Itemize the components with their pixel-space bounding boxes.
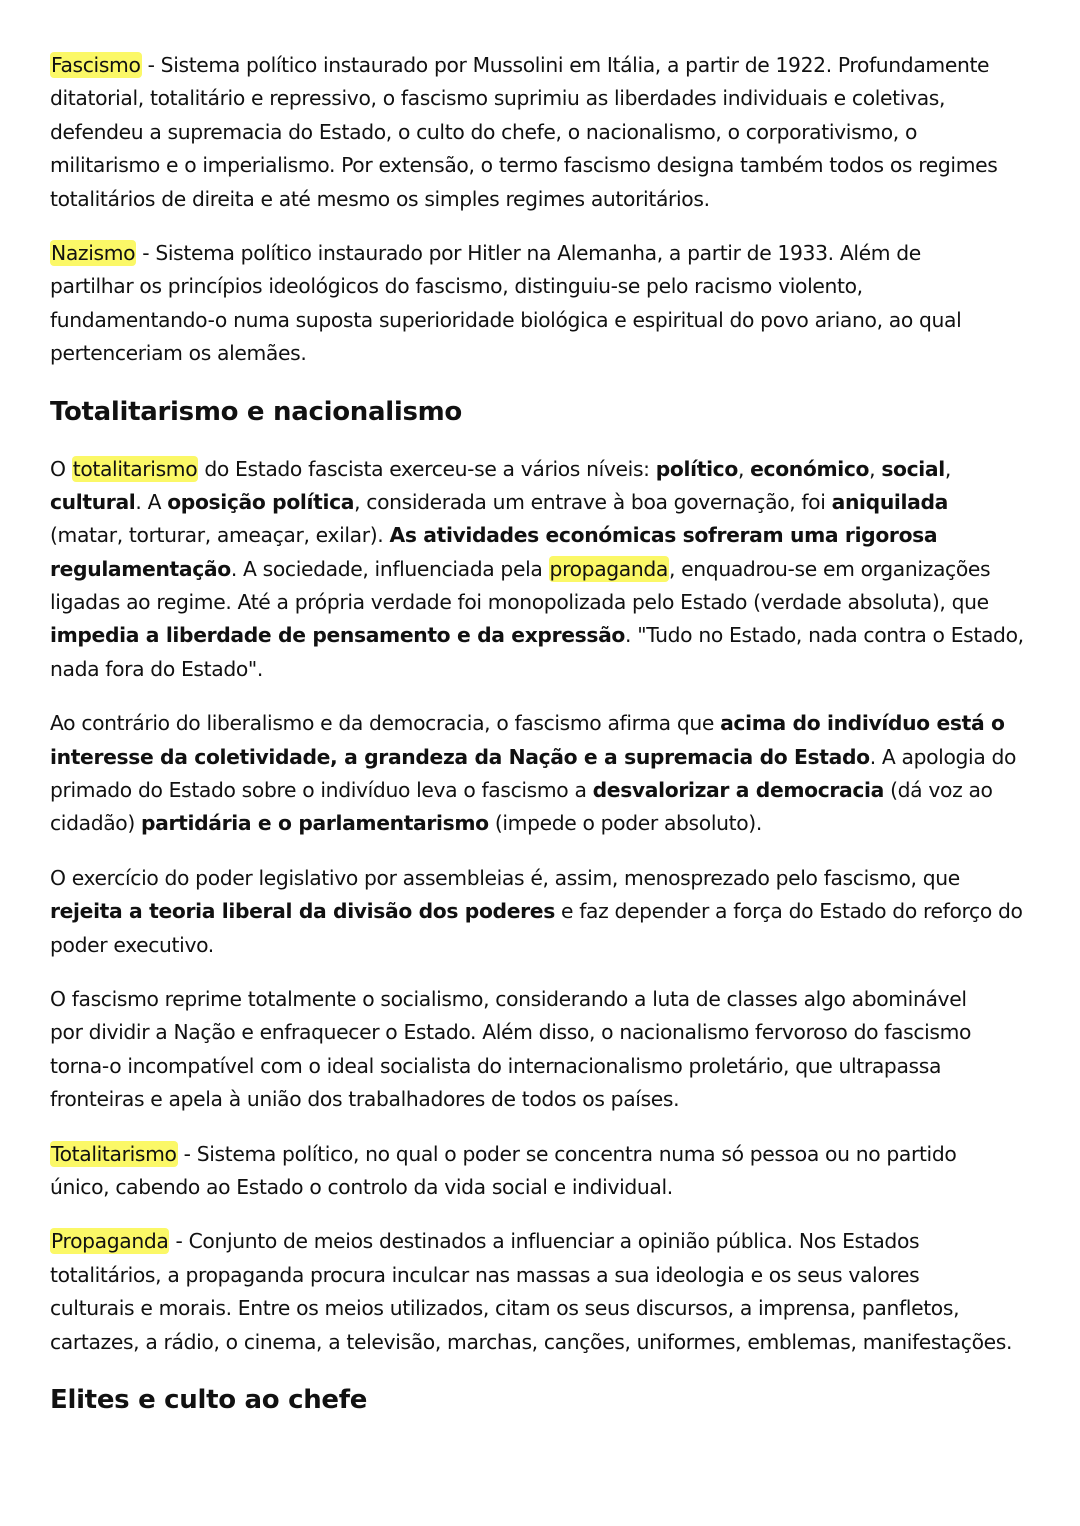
paragraph: [50, 1225, 1050, 1359]
text-line: [50, 707, 1050, 740]
text-segment: pertenceriam os alemães.: [50, 341, 307, 366]
text-segment: poder executivo.: [50, 932, 214, 957]
section-heading: Elites e culto ao chefe: [50, 1384, 368, 1415]
bold-text: acima do indivíduo está o: [720, 711, 1005, 736]
text-segment: - Conjunto de meios destinados a influenciar a opinião pública. Nos Estados: [169, 1229, 920, 1254]
text-segment: . A sociedade, influenciada pela: [230, 556, 549, 581]
paragraph: [50, 707, 1050, 841]
text-line: [50, 453, 1050, 486]
text-segment: , enquadrou-se em organizações: [668, 556, 991, 581]
highlighted-term: Totalitarismo: [51, 1141, 177, 1166]
text-segment: ,: [944, 456, 951, 481]
text-line: [50, 183, 1050, 216]
text-line: [50, 304, 1050, 337]
bold-text: político: [655, 456, 738, 481]
text-line: [50, 653, 1050, 686]
text-line: [50, 586, 1050, 619]
text-line: [50, 1138, 1050, 1171]
text-segment: O exercício do poder legislativo por assembleias é, assim, menosprezado pelo fascismo, que: [50, 865, 960, 890]
bold-text: As atividades económicas sofreram uma rigorosa: [389, 523, 938, 548]
text-segment: O fascismo reprime totalmente o socialismo, considerando a luta de classes algo abominável: [50, 986, 967, 1011]
highlighted-term: totalitarismo: [72, 456, 198, 481]
paragraph: [50, 983, 1050, 1117]
text-line: [50, 1050, 1050, 1083]
bold-text: impedia a liberdade de pensamento e da expressão: [50, 623, 626, 648]
text-segment: culturais e morais. Entre os meios utilizados, citam os seus discursos, a imprensa, panfletos,: [50, 1296, 960, 1321]
highlighted-term: propaganda: [549, 556, 668, 581]
bold-text: regulamentação: [50, 556, 231, 581]
text-line: [50, 741, 1050, 774]
paragraph: [50, 453, 1050, 687]
text-line: [50, 929, 1050, 962]
text-line: [50, 807, 1050, 840]
paragraph: [50, 237, 1050, 371]
text-segment: do Estado fascista exerceu-se a vários níveis:: [198, 456, 656, 481]
text-line: [50, 149, 1050, 182]
text-line: [50, 1171, 1050, 1204]
text-line: [50, 237, 1050, 270]
text-segment: ditatorial, totalitário e repressivo, o fascismo suprimiu as liberdades individuais e coletivas,: [50, 86, 946, 111]
text-segment: e faz depender a força do Estado do reforço do: [554, 899, 1023, 924]
paragraph: [50, 1138, 1050, 1205]
text-segment: ligadas ao regime. Até a própria verdade foi monopolizada pelo Estado (verdade absoluta), que: [50, 590, 989, 615]
text-line: [50, 553, 1050, 586]
text-segment: fundamentando-o numa suposta superioridade biológica e espiritual do povo ariano, ao qual: [50, 307, 962, 332]
bold-text: desvalorizar a democracia: [592, 778, 884, 803]
document-body: [50, 49, 1050, 1441]
text-segment: totalitários de direita e até mesmo os simples regimes autoritários.: [50, 186, 710, 211]
text-line: [50, 1292, 1050, 1325]
bold-text: oposição política: [167, 489, 355, 514]
text-segment: - Sistema político instaurado por Mussolini em Itália, a partir de 1922. Profundamente: [141, 53, 990, 77]
text-line: [50, 82, 1050, 115]
text-segment: fronteiras e apela à união dos trabalhadores de todos os países.: [50, 1087, 680, 1112]
highlighted-term: Fascismo: [51, 53, 141, 77]
text-line: [50, 1083, 1050, 1116]
text-segment: militarismo e o imperialismo. Por extensão, o termo fascismo designa também todos os regimes: [50, 153, 998, 178]
text-line: [50, 337, 1050, 370]
text-line: [50, 270, 1050, 303]
text-segment: ,: [737, 456, 751, 481]
section-heading: Totalitarismo e nacionalismo: [50, 396, 462, 427]
bold-text: rejeita a teoria liberal da divisão dos poderes: [50, 899, 555, 924]
text-segment: (impede o poder absoluto).: [488, 811, 762, 836]
text-segment: . A apologia do: [869, 744, 1017, 769]
text-segment: O: [50, 456, 72, 481]
text-segment: - Sistema político, no qual o poder se concentra numa só pessoa ou no partido: [177, 1141, 957, 1166]
text-line: [50, 1016, 1050, 1049]
text-segment: - Sistema político instaurado por Hitler na Alemanha, a partir de 1933. Além de: [136, 240, 921, 265]
text-segment: cidadão): [50, 811, 142, 836]
text-line: [50, 116, 1050, 149]
paragraph: [50, 49, 1050, 216]
text-segment: ,: [869, 456, 882, 481]
text-segment: . A: [135, 489, 168, 514]
text-segment: Ao contrário do liberalismo e da democracia, o fascismo afirma que: [50, 711, 721, 736]
bold-text: cultural: [50, 489, 136, 514]
text-line: [50, 1326, 1050, 1359]
text-segment: partilhar os princípios ideológicos do fascismo, distinguiu-se pelo racismo violento,: [50, 274, 863, 299]
bold-text: interesse da coletividade, a grandeza da Nação e a supremacia do Estado: [50, 744, 870, 769]
text-segment: . "Tudo no Estado, nada contra o Estado,: [625, 623, 1024, 648]
paragraph: [50, 862, 1050, 962]
text-segment: por dividir a Nação e enfraquecer o Estado. Além disso, o nacionalismo fervoroso do fascismo: [50, 1020, 972, 1045]
text-line: [50, 862, 1050, 895]
highlighted-term: Propaganda: [51, 1229, 169, 1254]
highlighted-term: Nazismo: [51, 240, 136, 265]
text-line: [50, 1259, 1050, 1292]
bold-text: partidária e o parlamentarismo: [141, 811, 489, 836]
text-line: [50, 486, 1050, 519]
text-line: [50, 519, 1050, 552]
bold-text: aniquilada: [831, 489, 948, 514]
text-line: [50, 619, 1050, 652]
text-segment: cartazes, a rádio, o cinema, a televisão, marchas, canções, uniformes, emblemas, manifestações.: [50, 1329, 1013, 1354]
text-segment: único, cabendo ao Estado o controlo da vida social e individual.: [50, 1174, 673, 1199]
text-segment: (matar, torturar, ameaçar, exilar).: [50, 523, 390, 548]
bold-text: económico: [750, 456, 870, 481]
text-line: [50, 49, 1050, 82]
text-segment: nada fora do Estado".: [50, 656, 263, 681]
bold-text: social: [881, 456, 945, 481]
text-line: [50, 895, 1050, 928]
text-segment: , considerada um entrave à boa governação, foi: [354, 489, 832, 514]
text-line: [50, 774, 1050, 807]
text-line: [50, 983, 1050, 1016]
text-segment: defendeu a supremacia do Estado, o culto do chefe, o nacionalismo, o corporativismo, o: [50, 119, 918, 144]
text-segment: (dá voz ao: [884, 778, 993, 803]
text-segment: totalitários, a propaganda procura inculcar nas massas a sua ideologia e os seus valores: [50, 1262, 920, 1287]
text-segment: torna-o incompatível com o ideal socialista do internacionalismo proletário, que ultrapassa: [50, 1053, 942, 1078]
text-line: [50, 1225, 1050, 1258]
text-segment: primado do Estado sobre o indivíduo leva o fascismo a: [50, 778, 593, 803]
